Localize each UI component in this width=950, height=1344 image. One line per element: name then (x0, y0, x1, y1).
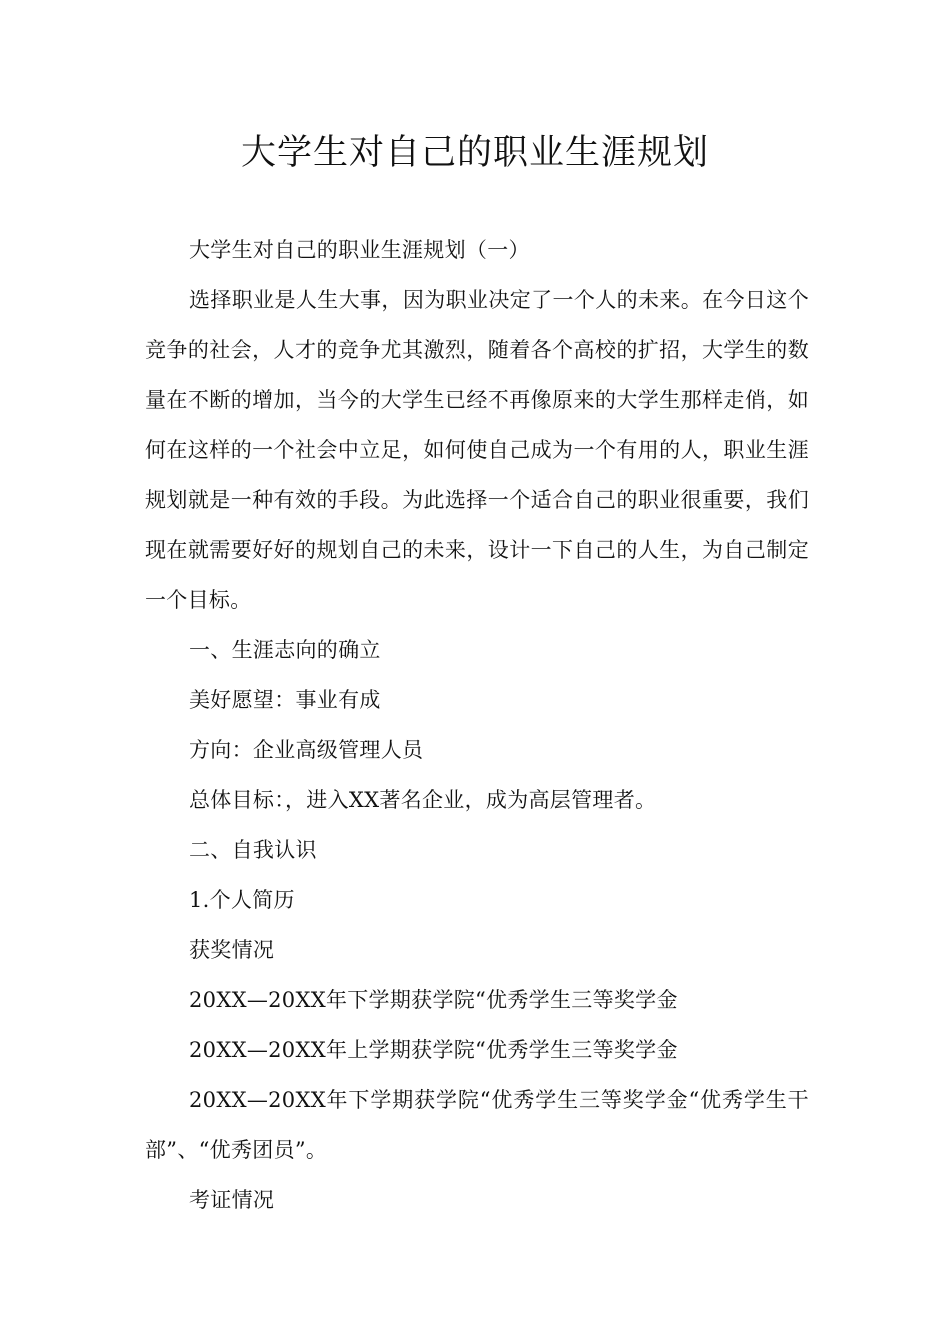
paragraph-line: 方向：企业高级管理人员 (189, 738, 424, 762)
intro-paragraph: 选择职业是人生大事，因为职业决定了一个人的未来。在今日这个竞争的社会，人才的竞争尤其激烈，随着各个高校的扩招，大学生的数量在不断的增加，当今的大学生已经不再像原来的大学生那样走俏，如何在这样的一个社会中立足，如何使自己成为一个有用的人，职业生涯规划就是一种有效的手段。为此选择一个适合自己的职业很重要，我们现在就需要好好的规划自己的未来，设计一下自己的人生，为自己制定一个目标。 (145, 288, 809, 612)
paragraph-line: 总体目标：，进入XX著名企业，成为高层管理者。 (189, 788, 657, 812)
document-title: 大学生对自己的职业生涯规划 (240, 133, 709, 173)
paragraph-line: 美好愿望：事业有成 (189, 688, 381, 712)
subsection-heading: 1.个人简历 (189, 888, 295, 912)
section-heading: 二、自我认识 (189, 838, 317, 862)
paragraph-line: 获奖情况 (189, 938, 275, 962)
section-heading: 一、生涯志向的确立 (189, 638, 381, 662)
paragraph-line: 考证情况 (189, 1188, 275, 1212)
section-heading: 大学生对自己的职业生涯规划（一） (189, 238, 530, 262)
award-item: 20XX—20XX年上学期获学院“优秀学生三等奖学金 (189, 1038, 678, 1062)
document-body (145, 225, 809, 1225)
award-item: 20XX—20XX年下学期获学院“优秀学生三等奖学金“优秀学生干部”、“优秀团员”。 (145, 1088, 809, 1162)
award-item: 20XX—20XX年下学期获学院“优秀学生三等奖学金 (189, 988, 678, 1012)
